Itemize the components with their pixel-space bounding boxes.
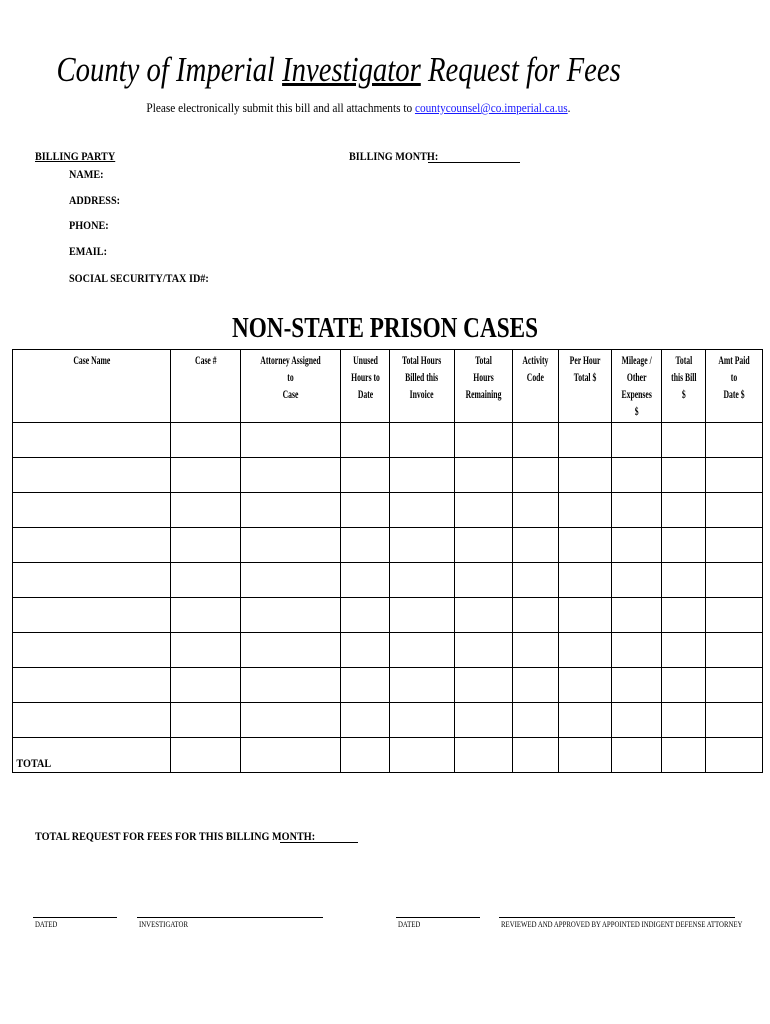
table-cell[interactable]	[706, 493, 763, 528]
table-row	[13, 458, 763, 493]
column-header-label	[68, 352, 114, 369]
table-cell[interactable]	[706, 598, 763, 633]
dated-label-2: DATED	[398, 920, 421, 929]
table-cell[interactable]	[390, 423, 455, 458]
table-cell[interactable]	[559, 703, 612, 738]
column-header-label	[347, 352, 383, 403]
table-cell[interactable]	[612, 493, 662, 528]
column-header	[662, 350, 706, 423]
column-header-line: Amt Paid to	[718, 353, 750, 384]
table-cell[interactable]	[171, 598, 241, 633]
table-cell[interactable]	[241, 563, 341, 598]
table-cell[interactable]	[513, 493, 559, 528]
column-header-label	[192, 352, 219, 369]
table-cell[interactable]	[455, 563, 513, 598]
table-cell[interactable]	[612, 668, 662, 703]
total-request-field[interactable]	[280, 842, 358, 843]
table-cell[interactable]	[171, 458, 241, 493]
column-header-label	[712, 352, 757, 403]
column-header-label	[519, 352, 552, 386]
billing-party-label: BILLING PARTY	[35, 149, 116, 163]
table-cell[interactable]	[390, 668, 455, 703]
column-header-label	[618, 352, 656, 420]
table-cell[interactable]	[559, 528, 612, 563]
billing-month-label: BILLING MONTH:	[349, 149, 439, 163]
approval-signature-line[interactable]	[499, 917, 735, 918]
table-cell[interactable]	[390, 458, 455, 493]
table-cell[interactable]	[455, 493, 513, 528]
table-cell[interactable]	[559, 423, 612, 458]
ssn-tax-id-label: SOCIAL SECURITY/TAX ID#:	[69, 271, 209, 285]
approval-label: REVIEWED AND APPROVED BY APPOINTED INDIGENT DEFENSE ATTORNEY	[501, 920, 743, 929]
table-cell[interactable]	[662, 668, 706, 703]
table-cell[interactable]	[171, 633, 241, 668]
table-cell[interactable]	[241, 668, 341, 703]
table-cell[interactable]	[455, 633, 513, 668]
column-header	[241, 350, 341, 423]
table-cell[interactable]	[706, 703, 763, 738]
table-cell[interactable]	[706, 458, 763, 493]
table-cell[interactable]	[662, 458, 706, 493]
table-cell[interactable]	[559, 563, 612, 598]
column-header-line: Expenses	[621, 387, 652, 401]
column-header-line: Activity	[522, 353, 549, 367]
section-title: NON-STATE PRISON CASES	[232, 312, 538, 344]
table-cell[interactable]	[241, 423, 341, 458]
column-header-line: Case	[282, 387, 299, 401]
table-row	[13, 703, 763, 738]
table-cell[interactable]	[513, 458, 559, 493]
column-header-line: Total Hours	[402, 353, 442, 367]
table-cell[interactable]	[13, 703, 171, 738]
table-cell[interactable]	[390, 493, 455, 528]
total-label-cell	[13, 738, 171, 773]
table-row	[13, 423, 763, 458]
total-request-label: TOTAL REQUEST FOR FEES FOR THIS BILLING MONTH:	[35, 829, 316, 843]
column-header-line: Case #	[194, 353, 217, 367]
table-cell[interactable]	[662, 703, 706, 738]
table-cell[interactable]	[513, 598, 559, 633]
table-cell[interactable]	[341, 563, 390, 598]
table-cell[interactable]	[612, 423, 662, 458]
instruction-pre: Please electronically submit this bill and all attachments to	[146, 100, 415, 115]
column-header	[455, 350, 513, 423]
table-cell[interactable]	[559, 598, 612, 633]
table-cell[interactable]	[513, 703, 559, 738]
table-cell[interactable]	[171, 703, 241, 738]
title-pre: County of Imperial	[56, 50, 283, 89]
total-cell[interactable]	[455, 738, 513, 773]
total-cell[interactable]	[341, 738, 390, 773]
column-header-line: Unused	[352, 353, 378, 367]
table-cell[interactable]	[513, 423, 559, 458]
column-header	[513, 350, 559, 423]
county-counsel-email-link[interactable]: countycounsel@co.imperial.ca.us	[414, 100, 568, 115]
title-post: Request for Fees	[420, 50, 621, 89]
total-row	[13, 738, 763, 773]
column-header-line: Total Hours	[473, 353, 494, 384]
table-cell[interactable]	[513, 563, 559, 598]
table-cell[interactable]	[341, 528, 390, 563]
investigator-signature-line[interactable]	[137, 917, 323, 918]
table-cell[interactable]	[706, 563, 763, 598]
table-row	[13, 668, 763, 703]
table-cell[interactable]	[662, 563, 706, 598]
table-cell[interactable]	[13, 668, 171, 703]
column-header-line: Hours to	[350, 370, 380, 384]
column-header-line: Attorney Assigned to	[260, 353, 321, 384]
table-cell[interactable]	[559, 458, 612, 493]
column-header	[13, 350, 171, 423]
column-header-line: Other	[626, 370, 647, 384]
table-cell[interactable]	[455, 598, 513, 633]
column-header-line: $	[681, 387, 686, 401]
table-cell[interactable]	[341, 493, 390, 528]
cases-table	[12, 349, 763, 773]
column-header-label	[566, 352, 604, 386]
column-header-line: Invoice	[410, 387, 434, 401]
table-cell[interactable]	[241, 703, 341, 738]
table-cell[interactable]	[171, 528, 241, 563]
table-cell[interactable]	[612, 528, 662, 563]
table-cell[interactable]	[612, 598, 662, 633]
total-cell[interactable]	[241, 738, 341, 773]
table-cell[interactable]	[13, 423, 171, 458]
total-cell[interactable]	[171, 738, 241, 773]
table-cell[interactable]	[13, 633, 171, 668]
table-cell[interactable]	[513, 528, 559, 563]
table-header-row	[13, 350, 763, 423]
title-underlined: Investigator	[282, 50, 421, 89]
instruction-post: .	[567, 100, 571, 115]
table-row	[13, 563, 763, 598]
table-cell[interactable]	[341, 458, 390, 493]
table-cell[interactable]	[390, 633, 455, 668]
table-cell[interactable]	[455, 423, 513, 458]
table-cell[interactable]	[341, 423, 390, 458]
table-cell[interactable]	[455, 703, 513, 738]
column-header-line: Billed this	[405, 370, 439, 384]
table-cell[interactable]	[455, 668, 513, 703]
table-cell[interactable]	[241, 598, 341, 633]
table-cell[interactable]	[662, 528, 706, 563]
table-cell[interactable]	[341, 598, 390, 633]
table-cell[interactable]	[662, 493, 706, 528]
column-header-line: Case Name	[73, 353, 110, 367]
table-cell[interactable]	[662, 633, 706, 668]
table-cell[interactable]	[171, 668, 241, 703]
column-header	[341, 350, 390, 423]
table-cell[interactable]	[341, 668, 390, 703]
table-cell[interactable]	[390, 563, 455, 598]
table-cell[interactable]	[241, 633, 341, 668]
column-header	[706, 350, 763, 423]
table-row	[13, 633, 763, 668]
billing-month-field[interactable]	[428, 162, 520, 163]
column-header-line: Date $	[723, 387, 745, 401]
table-row	[13, 598, 763, 633]
column-header-line: $	[634, 404, 639, 418]
column-header-label	[398, 352, 447, 403]
column-header-label	[251, 352, 330, 403]
table-cell[interactable]	[612, 563, 662, 598]
total-cell[interactable]	[612, 738, 662, 773]
total-cell[interactable]	[559, 738, 612, 773]
column-header-line: Total $	[573, 370, 597, 384]
column-header-line: Mileage /	[621, 353, 652, 367]
total-cell[interactable]	[513, 738, 559, 773]
total-label: TOTAL	[16, 756, 52, 770]
column-header-line: Code	[526, 370, 545, 384]
column-header-line: Date	[357, 387, 373, 401]
dated-line-1[interactable]	[33, 917, 117, 918]
column-header-line: Per Hour	[569, 353, 601, 367]
table-cell[interactable]	[455, 458, 513, 493]
total-cell[interactable]	[706, 738, 763, 773]
table-cell[interactable]	[612, 458, 662, 493]
address-label: ADDRESS:	[69, 193, 121, 207]
table-cell[interactable]	[241, 528, 341, 563]
table-cell[interactable]	[341, 703, 390, 738]
table-cell[interactable]	[455, 528, 513, 563]
table-cell[interactable]	[13, 563, 171, 598]
table-cell[interactable]	[390, 703, 455, 738]
column-header	[171, 350, 241, 423]
dated-label-1: DATED	[35, 920, 58, 929]
table-cell[interactable]	[171, 423, 241, 458]
phone-label: PHONE:	[69, 218, 109, 232]
total-cell[interactable]	[662, 738, 706, 773]
table-cell[interactable]	[706, 633, 763, 668]
table-cell[interactable]	[241, 493, 341, 528]
table-cell[interactable]	[390, 598, 455, 633]
column-header-line: this Bill	[670, 370, 697, 384]
table-cell[interactable]	[513, 668, 559, 703]
table-row	[13, 528, 763, 563]
table-cell[interactable]	[559, 668, 612, 703]
column-header	[390, 350, 455, 423]
table-cell[interactable]	[612, 633, 662, 668]
column-header	[612, 350, 662, 423]
dated-line-2[interactable]	[396, 917, 480, 918]
table-cell[interactable]	[171, 493, 241, 528]
table-cell[interactable]	[513, 633, 559, 668]
table-cell[interactable]	[559, 633, 612, 668]
table-cell[interactable]	[706, 668, 763, 703]
table-cell[interactable]	[341, 633, 390, 668]
email-label: EMAIL:	[69, 244, 107, 258]
table-cell[interactable]	[559, 493, 612, 528]
column-header-label	[668, 352, 700, 403]
table-cell[interactable]	[13, 528, 171, 563]
table-cell[interactable]	[662, 598, 706, 633]
table-cell[interactable]	[706, 528, 763, 563]
table-cell[interactable]	[390, 528, 455, 563]
table-cell[interactable]	[171, 563, 241, 598]
table-row	[13, 493, 763, 528]
submit-instruction	[0, 100, 717, 116]
table-cell[interactable]	[612, 703, 662, 738]
name-label: NAME:	[69, 167, 104, 181]
table-cell[interactable]	[241, 458, 341, 493]
table-cell[interactable]	[13, 493, 171, 528]
table-cell[interactable]	[13, 458, 171, 493]
table-cell[interactable]	[13, 598, 171, 633]
column-header-line: Total	[675, 353, 692, 367]
table-cell[interactable]	[706, 423, 763, 458]
column-header-label	[461, 352, 507, 403]
column-header	[559, 350, 612, 423]
total-cell[interactable]	[390, 738, 455, 773]
table-cell[interactable]	[662, 423, 706, 458]
column-header-line: Remaining	[465, 387, 502, 401]
investigator-label: INVESTIGATOR	[139, 920, 188, 929]
form-title	[0, 50, 677, 90]
